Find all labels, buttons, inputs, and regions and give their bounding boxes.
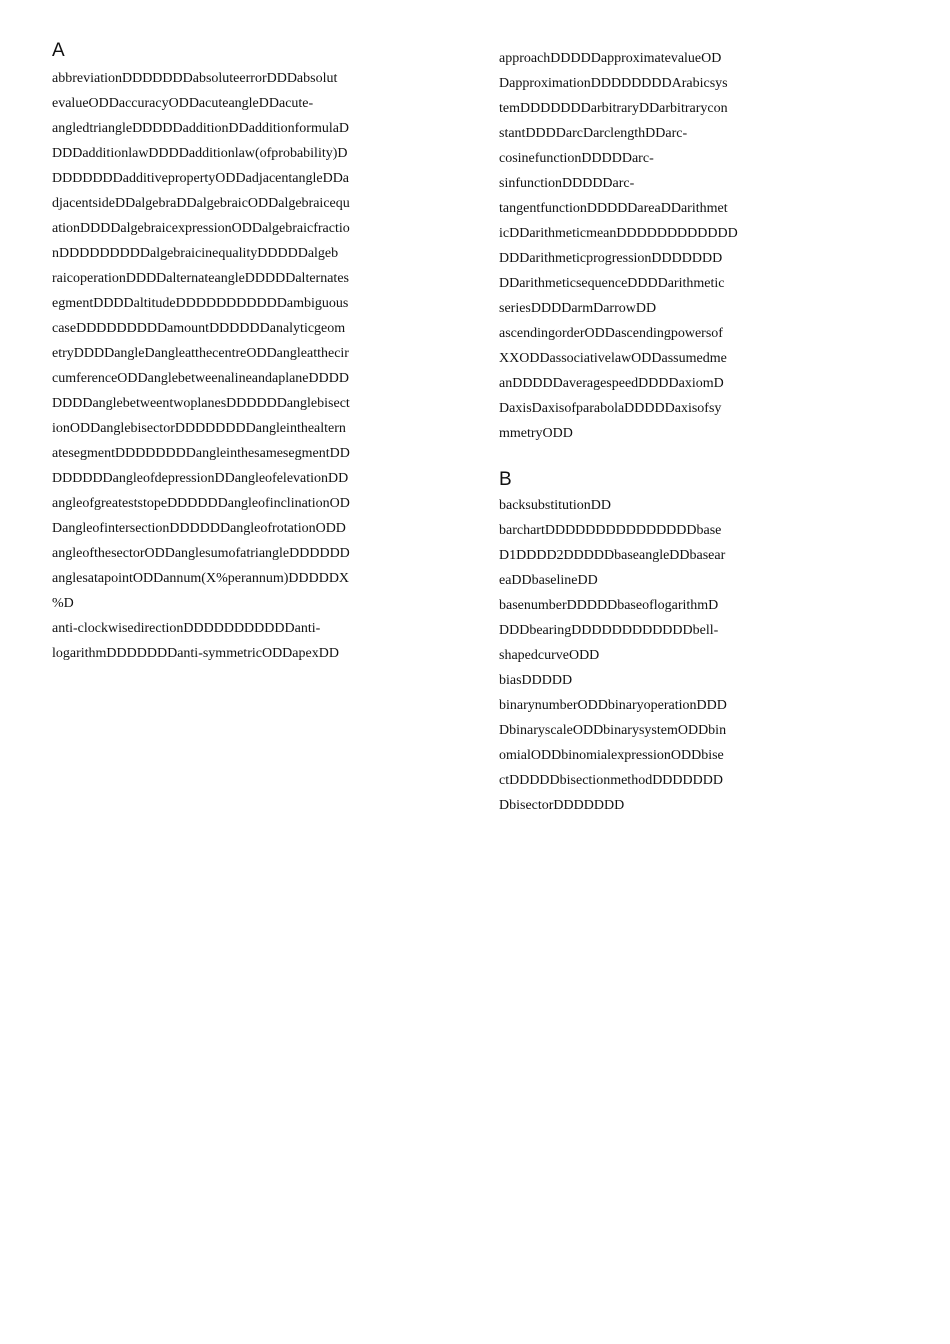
glossary-line: seriesDDDDarmDarrowDD	[499, 301, 657, 316]
glossary-line: ascendingorderODDascendingpowersof	[499, 326, 723, 341]
glossary-line: DDDbearingDDDDDDDDDDDDbell-	[499, 623, 719, 638]
glossary-line: ionODDanglebisectorDDDDDDDDangleinthealtern	[52, 421, 346, 436]
glossary-line: DangleofintersectionDDDDDDangleofrotationODD	[52, 521, 346, 536]
glossary-line: angleofthesectorODDanglesumofatriangleDDDDDD	[52, 546, 350, 561]
glossary-line: binarynumberODDbinaryoperationDDD	[499, 698, 727, 713]
glossary-line: backsubstitutionDD	[499, 498, 611, 513]
glossary-line: stantDDDDarcDarclengthDDarc-	[499, 126, 688, 141]
glossary-line: atesegmentDDDDDDDDangleinthesamesegmentDD	[52, 446, 350, 461]
glossary-line: tangentfunctionDDDDDareaDDarithmet	[499, 201, 728, 216]
glossary-line: djacentsideDDalgebraDDalgebraicODDalgebraicequ	[52, 196, 350, 211]
glossary-line: DDarithmeticsequenceDDDDarithmetic	[499, 276, 725, 291]
glossary-line: basenumberDDDDDbaseoflogarithmD	[499, 598, 719, 613]
glossary-line: DapproximationDDDDDDDDArabicsys	[499, 76, 728, 91]
glossary-line: cosinefunctionDDDDDarc-	[499, 151, 654, 166]
glossary-line: anti-clockwisedirectionDDDDDDDDDDDanti-	[52, 621, 321, 636]
glossary-line: ctDDDDDbisectionmethodDDDDDDD	[499, 773, 723, 788]
glossary-line: sinfunctionDDDDDarc-	[499, 176, 635, 191]
right-column	[499, 46, 799, 818]
glossary-line: angledtriangleDDDDDadditionDDadditionformulaD	[52, 121, 350, 136]
glossary-line: temDDDDDDDarbitraryDDarbitrarycon	[499, 101, 728, 116]
glossary-line: mmetryODD	[499, 426, 573, 441]
section-heading-b: B	[499, 469, 512, 490]
glossary-entries-b	[499, 493, 799, 818]
glossary-line: evalueODDaccuracyODDacuteangleDDacute-	[52, 96, 314, 111]
glossary-line: cumferenceODDanglebetweenalineandaplaneDDDD	[52, 371, 349, 386]
glossary-line: abbreviationDDDDDDDabsoluteerrorDDDabsolut	[52, 71, 338, 86]
glossary-line: omialODDbinomialexpressionODDbise	[499, 748, 724, 763]
glossary-entries-a-part1	[52, 66, 362, 666]
glossary-line: DbisectorDDDDDDD	[499, 798, 625, 813]
glossary-line: ationDDDDalgebraicexpressionODDalgebraicfractio	[52, 221, 350, 236]
glossary-line: shapedcurveODD	[499, 648, 600, 663]
glossary-line: approachDDDDDapproximatevalueOD	[499, 51, 722, 66]
glossary-line: anglesatapointODDannum(X%perannum)DDDDDX	[52, 571, 350, 586]
glossary-line: barchartDDDDDDDDDDDDDDDbase	[499, 523, 722, 538]
glossary-line: DbinaryscaleODDbinarysystemODDbin	[499, 723, 727, 738]
glossary-line: DDDDDDDadditivepropertyODDadjacentangleDDa	[52, 171, 350, 186]
glossary-line: DDDadditionlawDDDDadditionlaw(ofprobability)D	[52, 146, 348, 161]
glossary-line: nDDDDDDDDDalgebraicinequalityDDDDDalgeb	[52, 246, 339, 261]
glossary-line: caseDDDDDDDDDamountDDDDDDanalyticgeom	[52, 321, 346, 336]
glossary-line: DDDarithmeticprogressionDDDDDDD	[499, 251, 723, 266]
glossary-line: DaxisDaxisofparabolaDDDDDaxisofsy	[499, 401, 722, 416]
glossary-line: angleofgreateststopeDDDDDDangleofinclinationOD	[52, 496, 350, 511]
glossary-entries-a-part2	[499, 46, 799, 446]
glossary-line: %D	[52, 596, 74, 611]
left-column	[52, 40, 362, 666]
glossary-line: raicoperationDDDDalternateangleDDDDDalternates	[52, 271, 349, 286]
glossary-line: DDDDDDangleofdepressionDDangleofelevationDD	[52, 471, 349, 486]
section-heading-a: A	[52, 40, 65, 61]
glossary-line: biasDDDDD	[499, 673, 573, 688]
glossary-line: eaDDbaselineDD	[499, 573, 598, 588]
glossary-line: anDDDDDaveragespeedDDDDaxiomD	[499, 376, 724, 391]
glossary-line: egmentDDDDaltitudeDDDDDDDDDDDambiguous	[52, 296, 349, 311]
glossary-line: icDDarithmeticmeanDDDDDDDDDDDD	[499, 226, 738, 241]
glossary-line: logarithmDDDDDDDanti-symmetricODDapexDD	[52, 646, 339, 661]
glossary-line: D1DDDD2DDDDDbaseangleDDbasear	[499, 548, 726, 563]
glossary-line: etryDDDDangleDangleatthecentreODDangleatthecir	[52, 346, 349, 361]
glossary-line: XXODDassociativelawODDassumedme	[499, 351, 727, 366]
glossary-line: DDDDanglebetweentwoplanesDDDDDDanglebisect	[52, 396, 350, 411]
